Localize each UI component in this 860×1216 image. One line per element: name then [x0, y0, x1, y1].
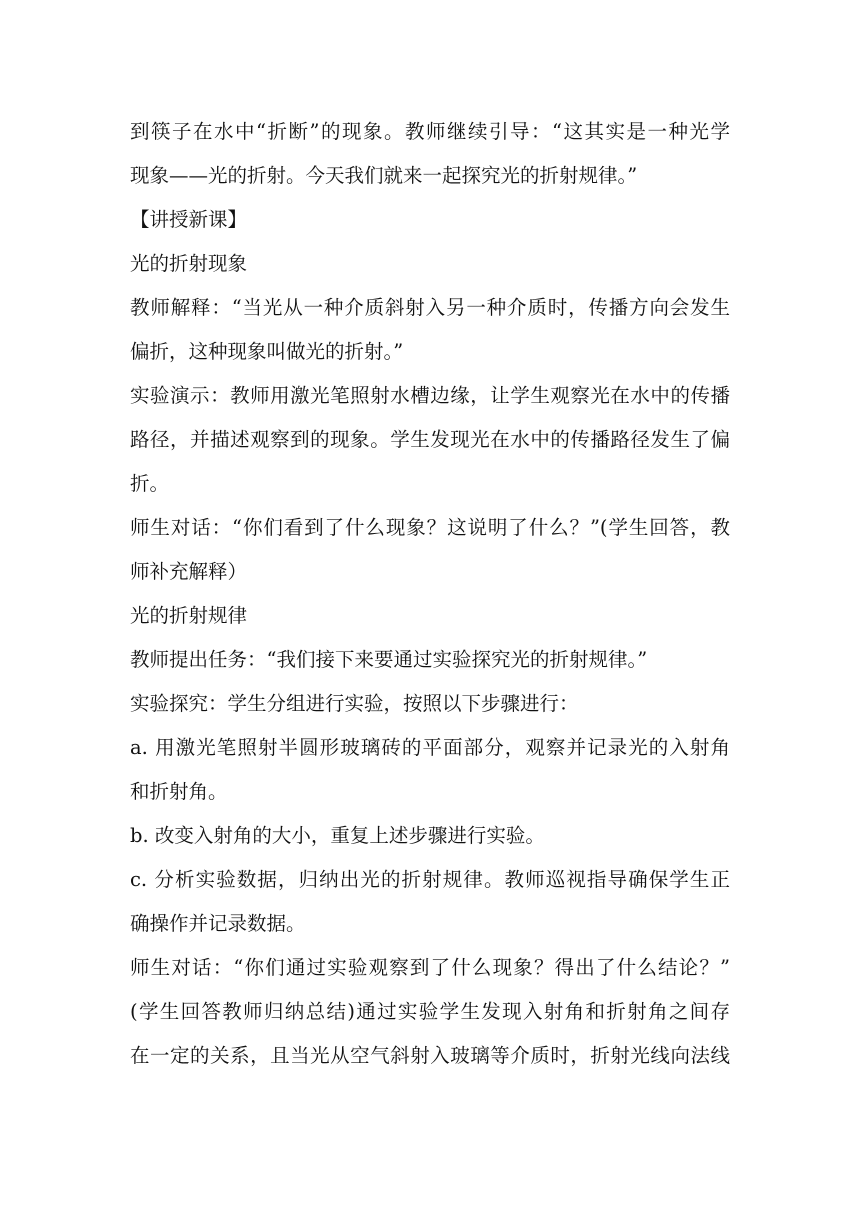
paragraph-line: 实验探究：学生分组进行实验，按照以下步骤进行：	[130, 692, 579, 715]
list-item-line: a. 用激光笔照射半圆形玻璃砖的平面部分，观察并记录光的入射角	[130, 736, 730, 759]
paragraph-line: 偏折，这种现象叫做光的折射。”	[130, 340, 404, 363]
list-item-line: 和折射角。	[130, 780, 228, 803]
paragraph-line: 现象——光的折射。今天我们就来一起探究光的折射规律。”	[130, 164, 638, 187]
paragraph-line: 折。	[130, 472, 170, 495]
list-item-line: 确操作并记录数据。	[130, 912, 306, 935]
document-body	[130, 110, 730, 1078]
subsection-heading: 光的折射规律	[130, 604, 248, 627]
paragraph-line: 到筷子在水中“折断”的现象。教师继续引导：“这其实是一种光学	[130, 120, 730, 143]
subsection-heading: 光的折射现象	[130, 252, 248, 275]
paragraph-line: 师补充解释）	[130, 560, 248, 583]
list-item-line: b. 改变入射角的大小，重复上述步骤进行实验。	[130, 824, 545, 847]
list-item-line: c. 分析实验数据，归纳出光的折射规律。教师巡视指导确保学生正	[130, 868, 730, 891]
paragraph-line: (学生回答教师归纳总结)通过实验学生发现入射角和折射角之间存	[130, 1000, 730, 1023]
paragraph-line: 师生对话：“你们通过实验观察到了什么现象？得出了什么结论？”	[130, 956, 730, 979]
paragraph-line: 在一定的关系，且当光从空气斜射入玻璃等介质时，折射光线向法线	[130, 1044, 730, 1067]
section-heading: 【讲授新课】	[130, 208, 248, 231]
paragraph-line: 教师提出任务：“我们接下来要通过实验探究光的折射规律。”	[130, 648, 648, 671]
paragraph-line: 实验演示：教师用激光笔照射水槽边缘，让学生观察光在水中的传播	[130, 384, 730, 407]
paragraph-line: 教师解释：“当光从一种介质斜射入另一种介质时，传播方向会发生	[130, 296, 730, 319]
paragraph-line: 师生对话：“你们看到了什么现象？这说明了什么？”(学生回答，教	[130, 516, 730, 539]
paragraph-line: 路径，并描述观察到的现象。学生发现光在水中的传播路径发生了偏	[130, 428, 730, 451]
